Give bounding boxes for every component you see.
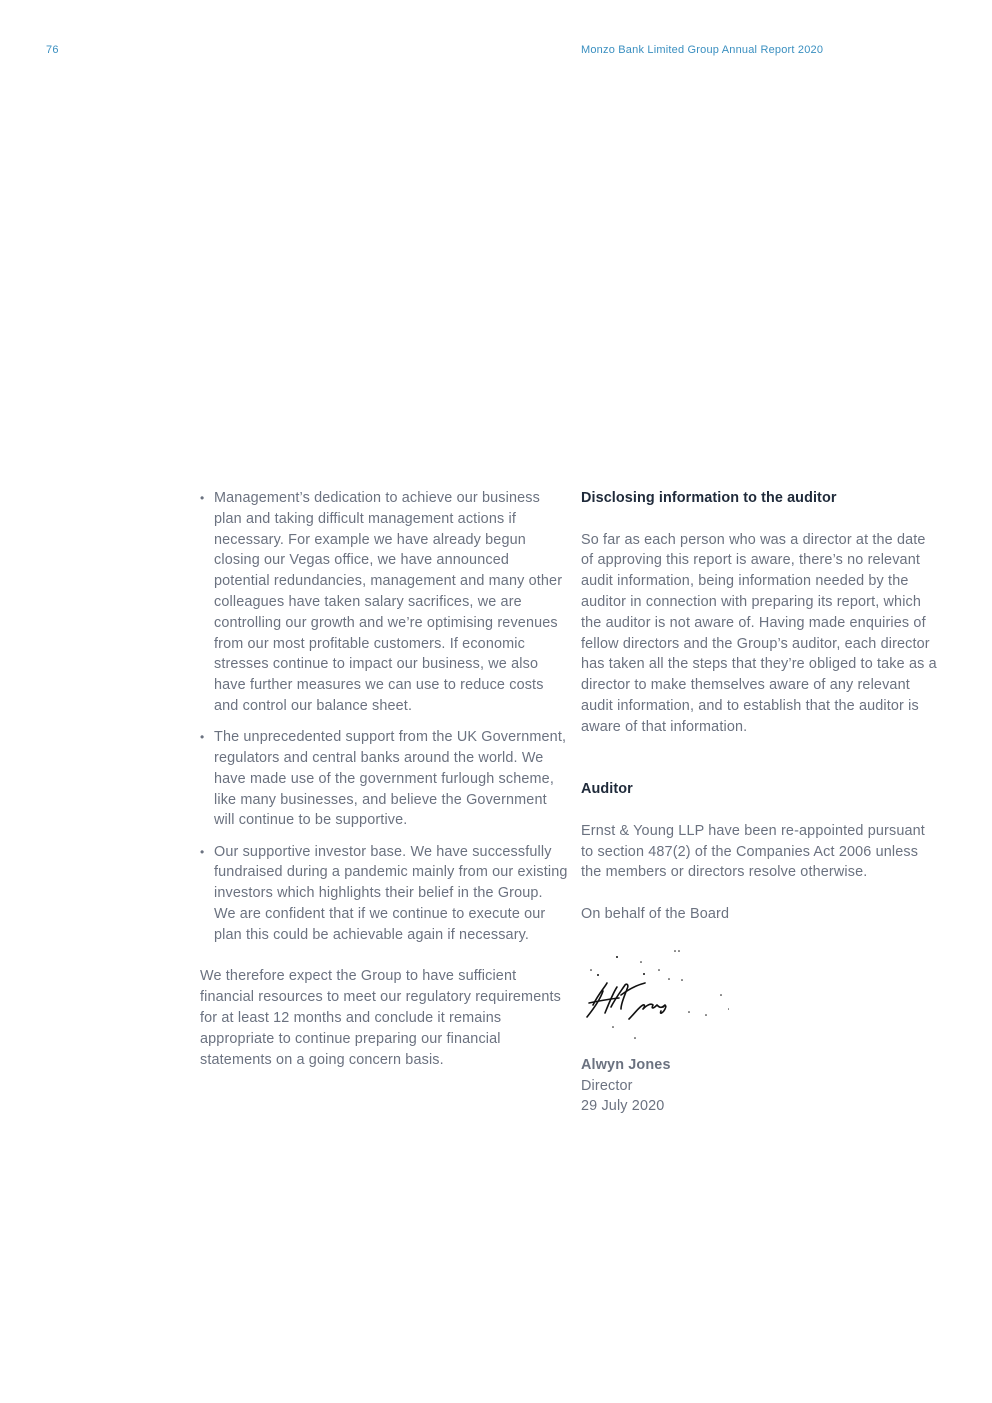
signature-area bbox=[581, 935, 941, 1055]
right-column bbox=[581, 488, 941, 1117]
list-item bbox=[200, 727, 568, 831]
signer-role: Director bbox=[581, 1077, 633, 1094]
bullet-icon: • bbox=[200, 730, 205, 745]
auditor-paragraph: Ernst & Young LLP have been re-appointed pursuant to section 487(2) of the Companies Act 2006 unless the members or directors resolve otherwise. bbox=[581, 822, 925, 881]
signer-name: Alwyn Jones bbox=[581, 1056, 671, 1073]
bullet-icon: • bbox=[200, 844, 205, 859]
going-concern-factors-list bbox=[200, 488, 568, 946]
bullet-icon: • bbox=[200, 491, 205, 505]
list-item-text: The unprecedented support from the UK Government, regulators and central banks around the world. We have made use of the government furlough scheme, like many businesses, and believe the Government will continue to be supportive. bbox=[214, 729, 567, 829]
signature-icon bbox=[529, 935, 729, 1045]
disclosing-paragraph: So far as each person who was a director at the date of approving this report is aware, there’s no relevant audit information, being information needed by the auditor in connection with preparing its report, which the auditor is not aware of. Having made enquiries of fellow directors and the Group’s auditor, each director has taken all the steps that they’re obliged to take as a director to make themselves aware of any relevant audit information, and to establish that the auditor is aware of that information. bbox=[581, 531, 937, 735]
report-title: Monzo Bank Limited Group Annual Report 2020 bbox=[581, 44, 824, 56]
page-number: 76 bbox=[46, 44, 59, 56]
on-behalf-text: On behalf of the Board bbox=[581, 905, 730, 922]
left-column bbox=[200, 488, 568, 1070]
disclosing-heading: Disclosing information to the auditor bbox=[581, 490, 837, 506]
auditor-heading: Auditor bbox=[581, 781, 633, 798]
list-item bbox=[200, 488, 568, 717]
sign-date: 29 July 2020 bbox=[581, 1098, 665, 1115]
list-item-text: Our supportive investor base. We have successfully fundraised during a pandemic mainly from our existing investors which highlights their belief in the Group. We are confident that if we continue to execute our plan this could be achievable again if necessary. bbox=[214, 843, 568, 943]
going-concern-conclusion: We therefore expect the Group to have sufficient financial resources to meet our regulatory requirements for at least 12 months and conclude it remains appropriate to continue preparing our financial statements on a going concern basis. bbox=[200, 968, 561, 1068]
list-item-text: Management’s dedication to achieve our business plan and taking difficult management actions if necessary. For example we have already begun closing our Vegas office, we have announced potential redundancies, management and many other colleagues have taken salary sacrifices, we are controlling our growth and we’re optimising revenues from our most profitable customers. If economic stresses continue to impact our business, we also have further measures we can use to reduce costs and control our balance sheet. bbox=[214, 490, 563, 714]
list-item bbox=[200, 842, 568, 946]
